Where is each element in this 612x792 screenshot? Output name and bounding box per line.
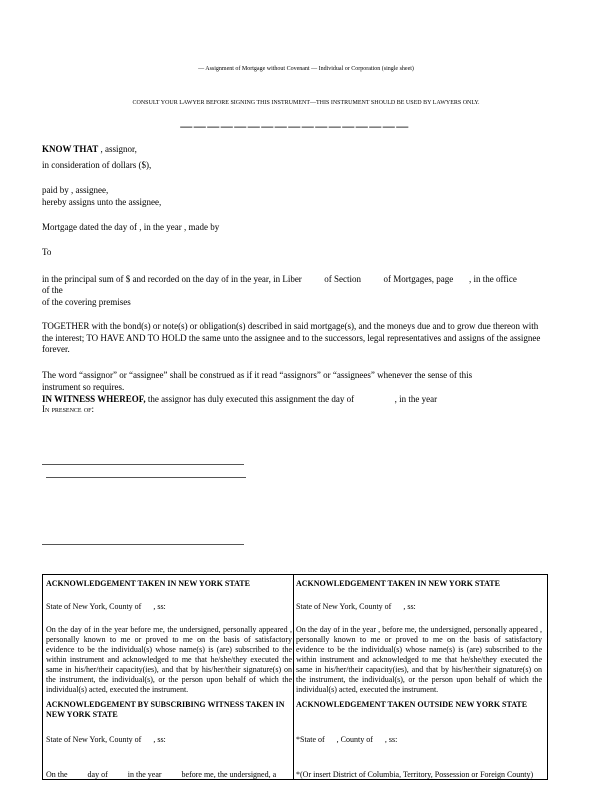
of-the-line: of the bbox=[42, 285, 63, 295]
know-that-line bbox=[42, 144, 552, 156]
know-that-label: KNOW THAT bbox=[42, 144, 99, 154]
header-divider: ————————————————— bbox=[180, 119, 410, 133]
covering-premises-line: of the covering premises bbox=[42, 297, 131, 307]
form-title: — Assignment of Mortgage without Covenant — Individual or Corporation (single sheet) bbox=[198, 66, 414, 72]
ack-heading: ACKNOWLEDGEMENT TAKEN IN NEW YORK STATE bbox=[296, 579, 500, 588]
ack-heading: ACKNOWLEDGEMENT TAKEN IN NEW YORK STATE bbox=[46, 579, 250, 588]
lawyer-notice: CONSULT YOUR LAWYER BEFORE SIGNING THIS INSTRUMENT—THIS INSTRUMENT SHOULD BE USED BY LAWYERS ONLY. bbox=[132, 100, 480, 106]
ack-county: *State of , County of , ss: bbox=[296, 735, 398, 744]
ack-county: State of New York, County of , ss: bbox=[46, 602, 166, 611]
witness-text: the assignor has duly executed this assignment the day of , in the year bbox=[145, 394, 438, 404]
construed-paragraph: The word “assignor” or “assignee” shall be construed as if it read “assignors” or “assignees” whenever the sense of this instrument so requires. bbox=[42, 370, 473, 392]
ack-paragraph: *(Or insert District of Columbia, Territory, Possession or Foreign County) bbox=[296, 770, 534, 779]
consideration-line: in consideration of dollars ($), bbox=[42, 160, 152, 170]
acknowledgement-right-column bbox=[296, 575, 542, 779]
mortgage-dated-line: Mortgage dated the day of , in the year , made by bbox=[42, 222, 220, 232]
column-divider bbox=[293, 575, 294, 779]
ack-heading: ACKNOWLEDGEMENT BY SUBSCRIBING WITNESS TAKEN IN NEW YORK STATE bbox=[46, 700, 285, 719]
ack-paragraph: On the day of in the year before me, the undersigned, a bbox=[46, 770, 277, 779]
hereby-assigns-line: hereby assigns unto the assignee, bbox=[42, 197, 162, 207]
in-presence-of: In presence of: bbox=[42, 404, 95, 414]
ack-paragraph: On the day of in the year before me, the undersigned, personally appeared , personally known to me or proved to me on the basis of satisfactory evidence to be the individual(s) whose name(s) is (are) subscribed to the within instrument and acknowledged to me that he/she/they executed the same in his/her/their capacity(ies), and that by his/her/their signature(s) on the instrument, the individual(s), or the person upon behalf of which the individual(s) acted, executed the instrument. bbox=[46, 625, 292, 694]
to-line: To bbox=[42, 247, 52, 257]
witness-line bbox=[42, 394, 562, 406]
together-paragraph: TOGETHER with the bond(s) or note(s) or obligation(s) described in said mortgage(s), and the moneys due and to grow due thereon with the interest; TO HAVE AND TO HOLD the same unto the assignee and to the successors, legal representatives and assigns of the assignee forever. bbox=[42, 321, 541, 354]
signature-line bbox=[42, 464, 244, 465]
acknowledgement-left-column bbox=[46, 575, 292, 779]
ack-county: State of New York, County of , ss: bbox=[46, 735, 166, 744]
ack-heading: ACKNOWLEDGEMENT TAKEN OUTSIDE NEW YORK STATE bbox=[296, 700, 528, 709]
paid-by-line: paid by , assignee, bbox=[42, 185, 109, 195]
principal-sum-line: in the principal sum of $ and recorded on the day of in the year, in Liber of Section of Mortgages, page , in the office bbox=[42, 274, 517, 284]
assignor-text: , assignor, bbox=[98, 144, 137, 154]
acknowledgement-box bbox=[42, 574, 548, 780]
ack-paragraph: On the day of in the year , before me, the undersigned, personally appeared , personally known to me or proved to me on the basis of satisfactory evidence to be the individual(s) whose name(s) is (are) subscribed to the within instrument and acknowledged to me that he/she/they executed the same in his/her/their capacity(ies), and that by his/her/their signature(s) on the instrument, the individual(s), or the person upon behalf of which the individual(s) acted, executed the instrument. bbox=[296, 625, 542, 694]
signature-line bbox=[42, 544, 244, 545]
signature-line bbox=[46, 477, 246, 478]
witness-label: IN WITNESS WHEREOF, bbox=[42, 394, 146, 404]
ack-county: State of New York, County of , ss: bbox=[296, 602, 416, 611]
